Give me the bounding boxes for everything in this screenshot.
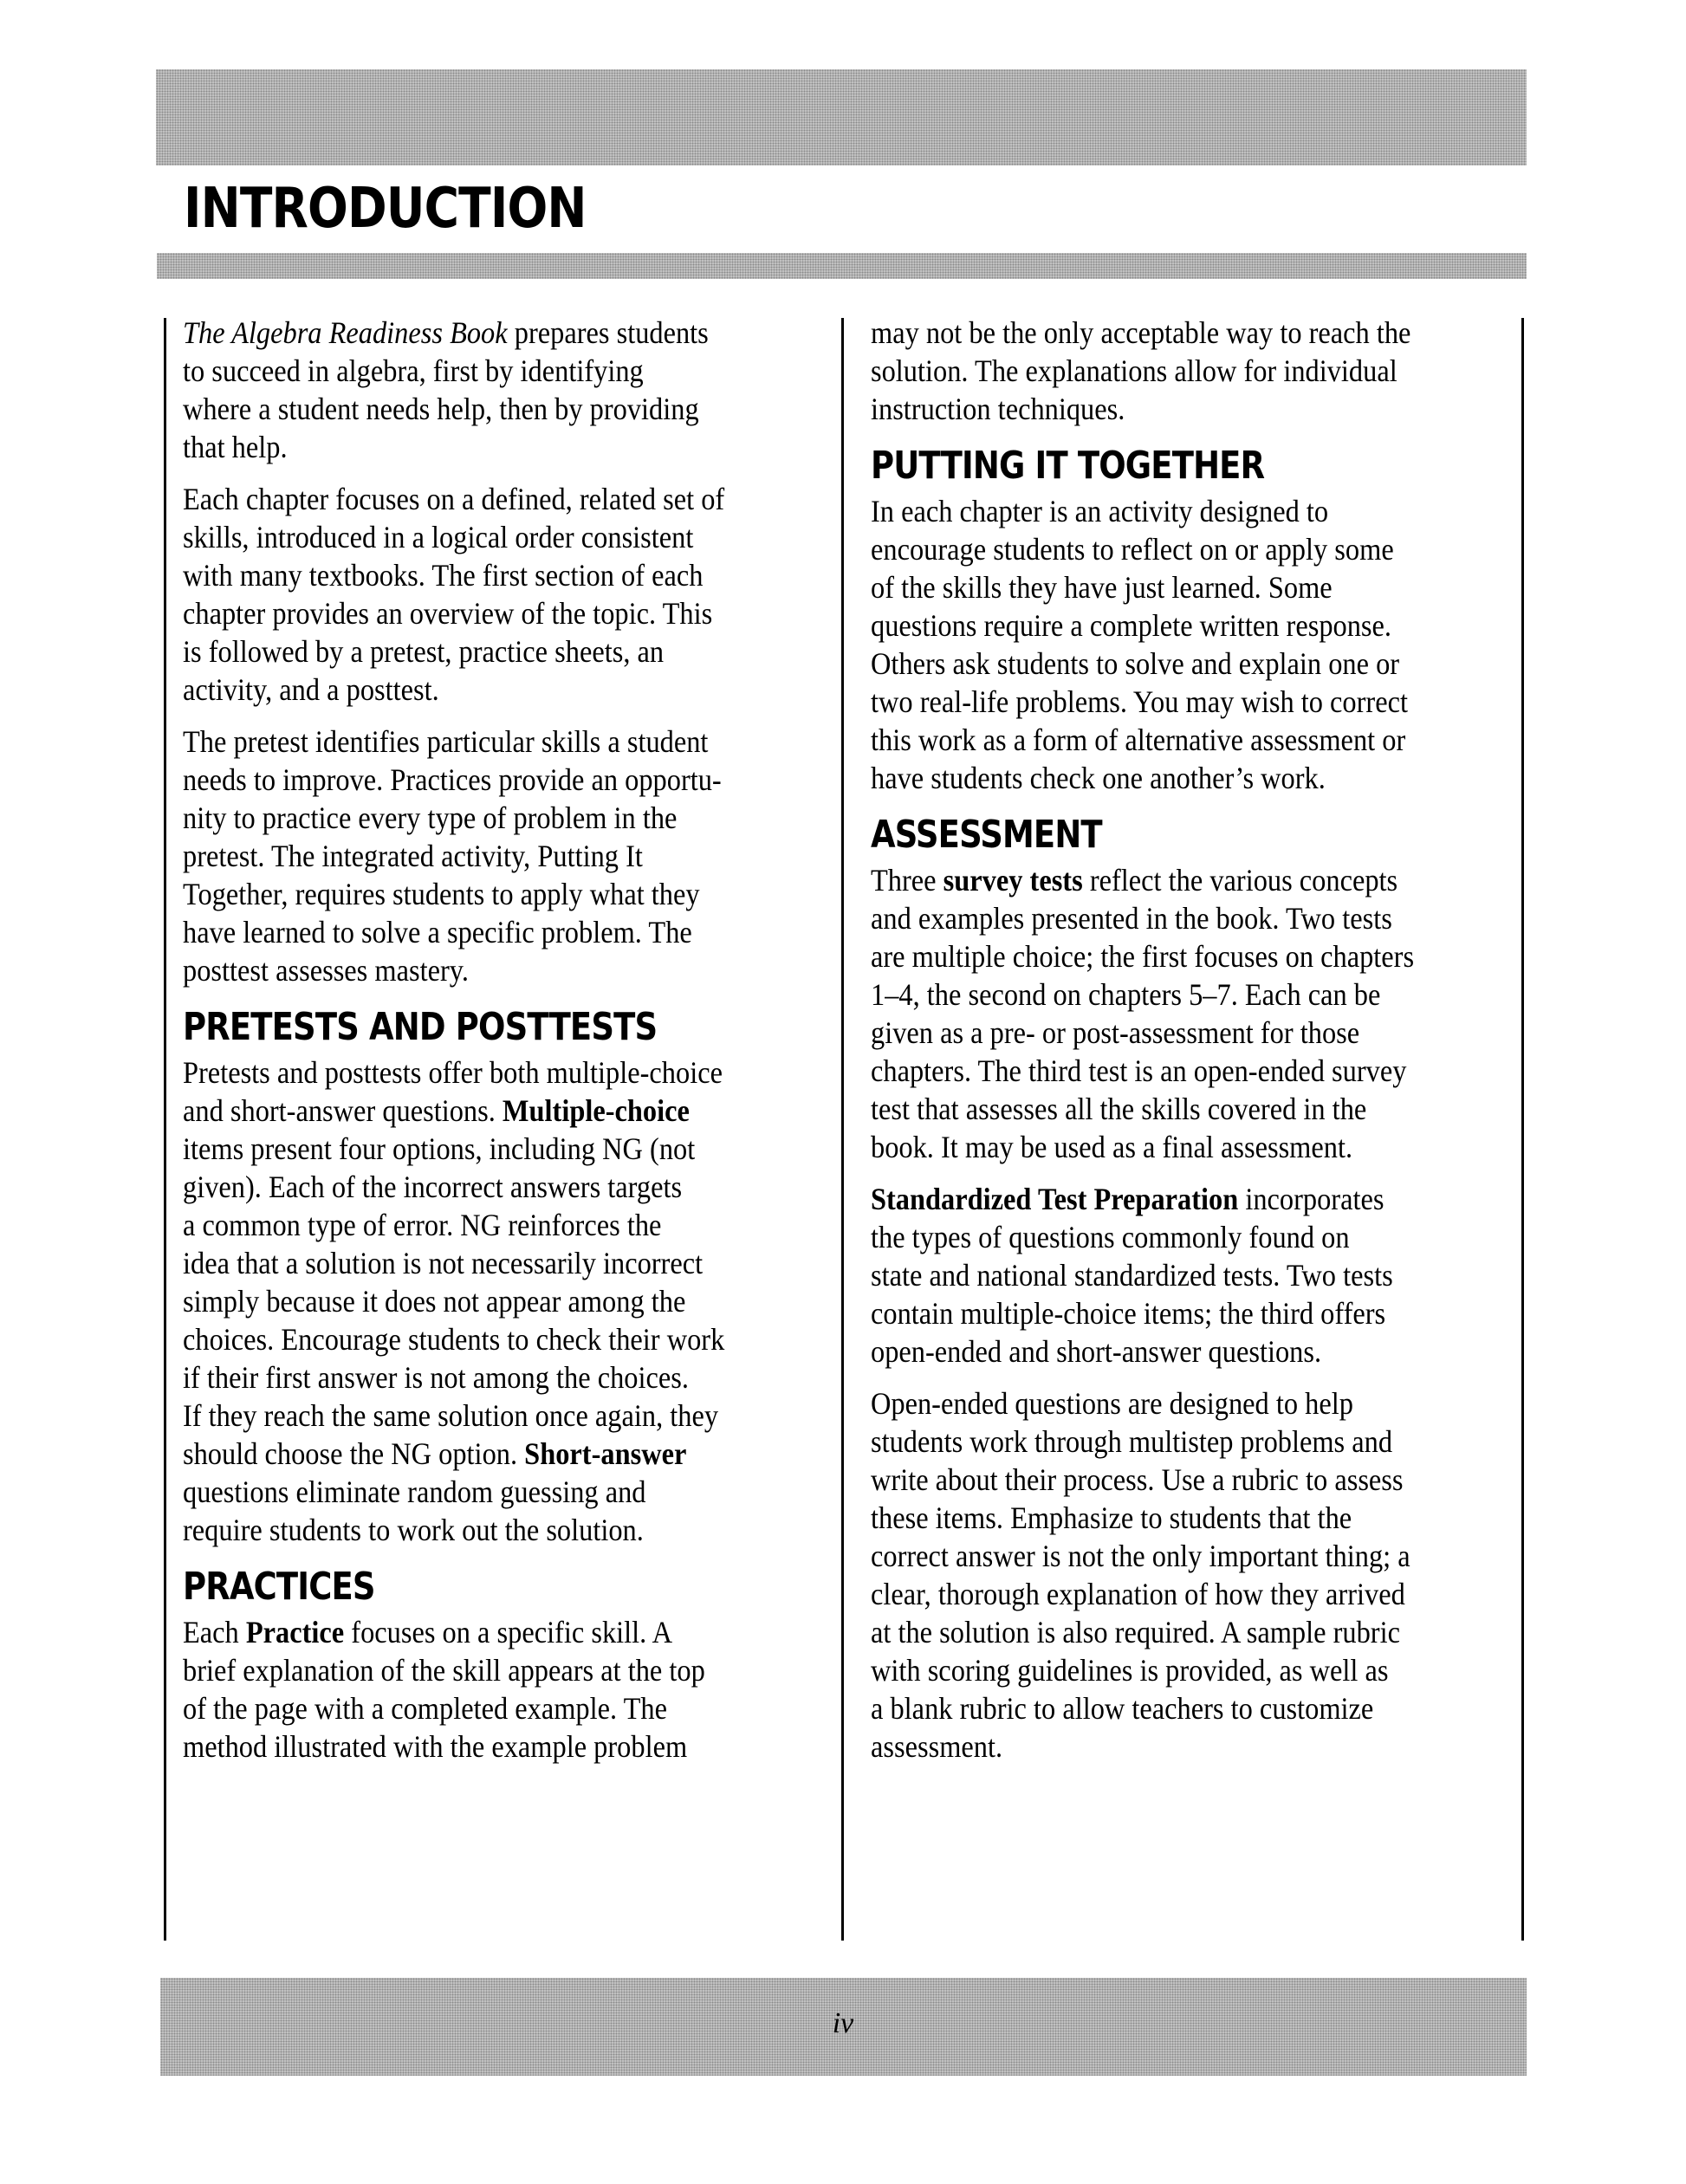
text-line: if their first answer is not among the choices. xyxy=(183,1360,689,1395)
right-column xyxy=(871,314,1516,1779)
text-line: a blank rubric to allow teachers to customize xyxy=(871,1691,1374,1726)
text-line: nity to practice every type of problem in the xyxy=(183,800,678,835)
text-line: Open-ended questions are designed to help xyxy=(871,1386,1353,1421)
bold-term-short-answer: Short-answer xyxy=(524,1436,687,1471)
bold-term-multiple-choice: Multiple-choice xyxy=(502,1093,690,1128)
text-line: idea that a solution is not necessarily incorrect xyxy=(183,1246,704,1280)
text-line: assessment. xyxy=(871,1729,1003,1764)
standardized-test-paragraph xyxy=(871,1180,1516,1371)
text-line: In each chapter is an activity designed to xyxy=(871,494,1329,528)
chapters-paragraph xyxy=(183,480,828,709)
text-line: Together, requires students to apply what they xyxy=(183,877,700,911)
text-line: require students to work out the solution. xyxy=(183,1513,644,1547)
text-line: chapters. The third test is an open-ended survey xyxy=(871,1053,1407,1088)
text-line: choices. Encourage students to check their work xyxy=(183,1322,725,1357)
header-band-top xyxy=(156,69,1527,165)
text-line: with scoring guidelines is provided, as well as xyxy=(871,1653,1389,1688)
right-column-rule xyxy=(1521,318,1524,1941)
header-band-divider xyxy=(157,253,1527,279)
text-line: questions require a complete written response. xyxy=(871,608,1392,643)
text-line: simply because it does not appear among the xyxy=(183,1284,686,1319)
text-line: items present four options, including NG (not xyxy=(183,1131,696,1166)
text-line: instruction techniques. xyxy=(871,392,1125,426)
text-line: skills, introduced in a logical order consistent xyxy=(183,520,694,554)
left-column-rule xyxy=(164,318,166,1941)
text-line: two real-life problems. You may wish to correct xyxy=(871,684,1408,719)
continuation-paragraph xyxy=(871,314,1516,428)
text-line: the types of questions commonly found on xyxy=(871,1220,1350,1254)
text-line: given as a pre- or post-assessment for those xyxy=(871,1015,1360,1050)
section-heading-pretests-and-posttests: PRETESTS AND POSTTESTS xyxy=(183,1005,658,1049)
text-line: of the skills they have just learned. Some xyxy=(871,570,1333,605)
text-line: brief explanation of the skill appears at the top xyxy=(183,1653,705,1688)
section-heading-assessment: ASSESSMENT xyxy=(871,813,1102,857)
text-line: may not be the only acceptable way to reach the xyxy=(871,315,1411,350)
text-line: test that assesses all the skills covered in the xyxy=(871,1092,1367,1126)
section-heading-putting-it-together: PUTTING IT TOGETHER xyxy=(871,444,1265,488)
text-line: posttest assesses mastery. xyxy=(183,953,469,988)
pretest-overview-paragraph xyxy=(183,723,828,989)
text-line: at the solution is also required. A sample rubric xyxy=(871,1615,1400,1649)
text-line: to succeed in algebra, first by identifying xyxy=(183,353,644,388)
text-line: students work through multistep problems and xyxy=(871,1424,1393,1459)
text-span: incorporates xyxy=(1238,1182,1384,1216)
text-line xyxy=(183,1613,764,1651)
text-line: correct answer is not the only important thing; a xyxy=(871,1539,1410,1573)
open-ended-paragraph xyxy=(871,1384,1516,1766)
text-line: questions eliminate random guessing and xyxy=(183,1474,646,1509)
text-line xyxy=(871,861,1452,899)
text-line: Each chapter focuses on a defined, related set of xyxy=(183,482,725,516)
text-line: method illustrated with the example problem xyxy=(183,1729,688,1764)
text-line xyxy=(183,1435,764,1473)
text-span: reflect the various concepts xyxy=(1082,863,1398,898)
text-line: a common type of error. NG reinforces the xyxy=(183,1208,662,1242)
bold-term-practice: Practice xyxy=(245,1615,345,1649)
text-line: with many textbooks. The first section of each xyxy=(183,558,704,593)
text-span: and short-answer questions. xyxy=(183,1093,503,1128)
intro-paragraph xyxy=(183,314,828,466)
text-line: open-ended and short-answer questions. xyxy=(871,1334,1322,1369)
text-line: are multiple choice; the first focuses on chapters xyxy=(871,939,1415,974)
book-title: The Algebra Readiness Book xyxy=(183,315,508,350)
text-line: 1–4, the second on chapters 5–7. Each can be xyxy=(871,977,1381,1012)
text-line: have learned to solve a specific problem. The xyxy=(183,915,692,949)
text-line: Others ask students to solve and explain one or xyxy=(871,646,1400,681)
text-line: these items. Emphasize to students that the xyxy=(871,1500,1352,1535)
text-span: prepares students xyxy=(507,315,709,350)
bold-term-standardized-test-preparation: Standardized Test Preparation xyxy=(871,1182,1239,1216)
text-line: and examples presented in the book. Two tests xyxy=(871,901,1392,936)
text-line: that help. xyxy=(183,430,288,464)
page-title: INTRODUCTION xyxy=(184,177,587,241)
text-span: Three xyxy=(871,863,944,898)
left-column xyxy=(183,314,828,1779)
text-line: contain multiple-choice items; the third offers xyxy=(871,1296,1386,1331)
text-span: Each xyxy=(183,1615,246,1649)
text-line xyxy=(183,1092,764,1130)
text-line: solution. The explanations allow for individual xyxy=(871,353,1397,388)
text-line: chapter provides an overview of the topic. This xyxy=(183,596,713,631)
text-line: Pretests and posttests offer both multiple-choice xyxy=(183,1055,723,1090)
pretests-paragraph xyxy=(183,1053,828,1549)
text-line: this work as a form of alternative assessment or xyxy=(871,723,1406,757)
section-heading-practices: PRACTICES xyxy=(183,1565,375,1609)
text-line: If they reach the same solution once again, they xyxy=(183,1398,719,1433)
text-line: given). Each of the incorrect answers targets xyxy=(183,1170,683,1204)
text-line: is followed by a pretest, practice sheets, an xyxy=(183,634,665,669)
text-line: where a student needs help, then by providing xyxy=(183,392,699,426)
practices-paragraph xyxy=(183,1613,828,1766)
text-span: should choose the NG option. xyxy=(183,1436,525,1471)
center-column-rule xyxy=(841,318,844,1941)
text-line: The pretest identifies particular skills a student xyxy=(183,724,709,759)
text-line: pretest. The integrated activity, Putting It xyxy=(183,839,643,873)
putting-it-together-paragraph xyxy=(871,492,1516,797)
text-span: focuses on a specific skill. A xyxy=(344,1615,673,1649)
text-line: book. It may be used as a final assessment. xyxy=(871,1130,1353,1164)
text-line: state and national standardized tests. Two tests xyxy=(871,1258,1393,1293)
text-line: have students check one another’s work. xyxy=(871,761,1326,795)
text-line xyxy=(183,314,764,352)
bold-term-survey-tests: survey tests xyxy=(943,863,1083,898)
page-number: iv xyxy=(832,2007,854,2039)
assessment-paragraph xyxy=(871,861,1516,1166)
text-line: encourage students to reflect on or apply some xyxy=(871,532,1394,567)
text-line xyxy=(871,1180,1452,1218)
text-line: write about their process. Use a rubric to assess xyxy=(871,1462,1404,1497)
text-line: needs to improve. Practices provide an opportu- xyxy=(183,762,722,797)
text-line: of the page with a completed example. The xyxy=(183,1691,667,1726)
text-line: activity, and a posttest. xyxy=(183,672,439,707)
text-line: clear, thorough explanation of how they arrived xyxy=(871,1577,1405,1611)
